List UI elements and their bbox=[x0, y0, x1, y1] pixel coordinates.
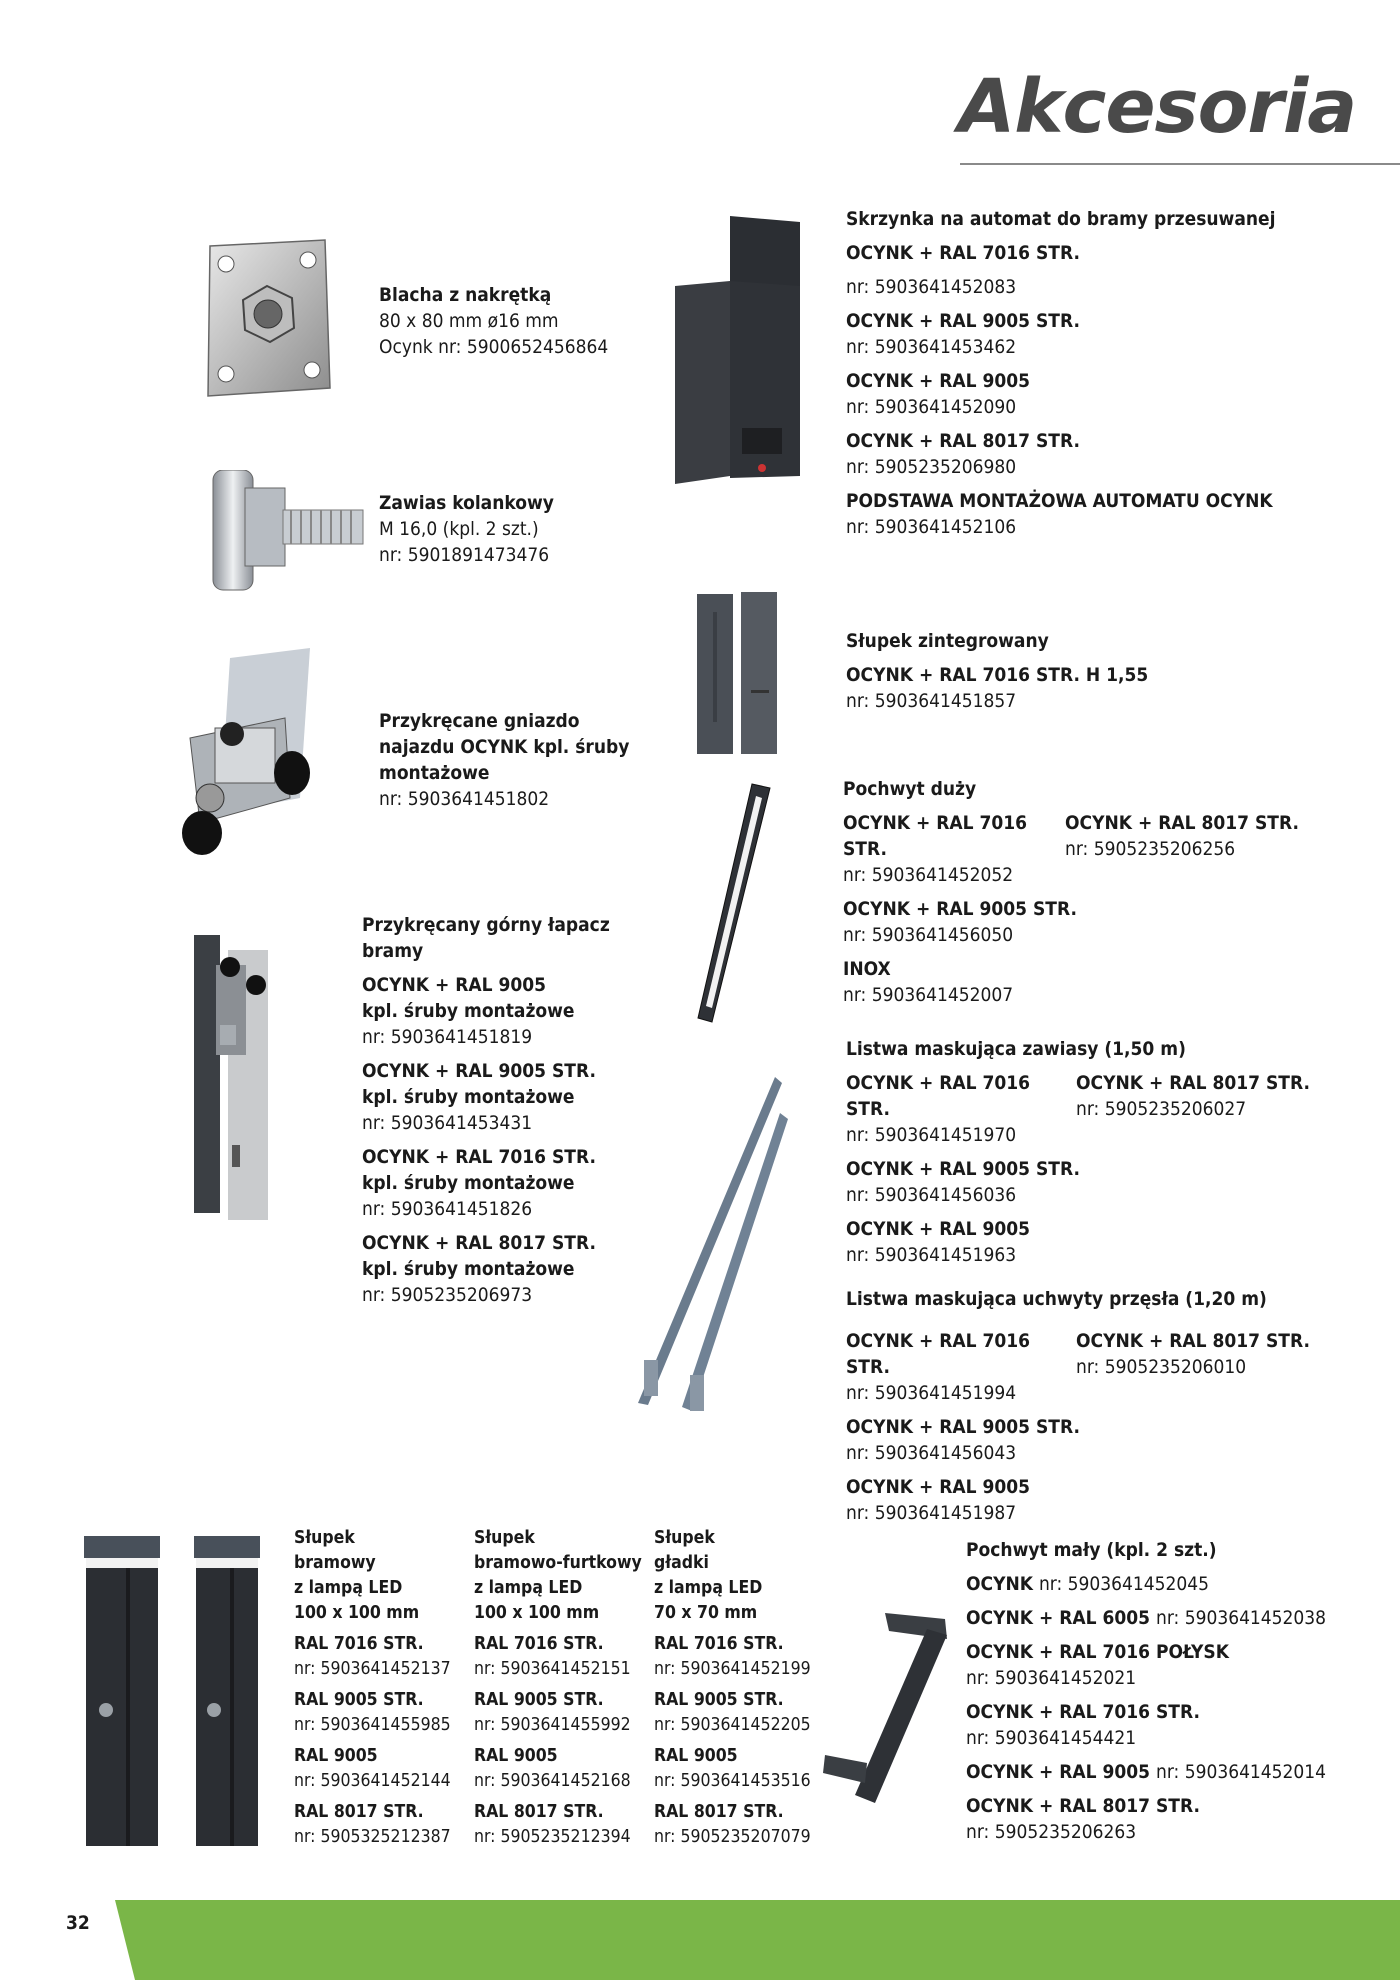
hinge-bolt-image bbox=[205, 470, 365, 592]
product-pochwyt-duzy bbox=[843, 776, 1383, 1008]
product-skrzynka bbox=[846, 206, 1386, 540]
top-gate-catch-image bbox=[190, 935, 280, 1225]
variant-number: nr: 5903641453431 bbox=[362, 1112, 533, 1134]
product-led-post-1 bbox=[294, 1526, 474, 1850]
page-title: Akcesoria bbox=[958, 64, 1357, 150]
variant-name: OCYNK + RAL 7016 POŁYSK bbox=[966, 1641, 1229, 1663]
variant-number: nr: 5903641455985 bbox=[294, 1715, 451, 1735]
integrated-post-image bbox=[695, 592, 787, 754]
variant-number: nr: 5905235206027 bbox=[1076, 1098, 1247, 1120]
product-name: Przykręcane gniazdo najazdu OCYNK kpl. śruby montażowe bbox=[379, 710, 630, 784]
product-number: nr: 5901891473476 bbox=[379, 544, 550, 566]
variant-number: nr: 5905235212394 bbox=[474, 1827, 631, 1847]
variant-name: OCYNK + RAL 7016 STR. bbox=[846, 242, 1080, 264]
variant-number: nr: 5903641452106 bbox=[846, 516, 1017, 538]
variant-name: OCYNK + RAL 9005 STR. bbox=[846, 1158, 1080, 1180]
plate-with-nut-image bbox=[200, 238, 335, 400]
variant-number: nr: 5903641456043 bbox=[846, 1442, 1017, 1464]
product-spec: z lampą LED bbox=[294, 1578, 403, 1598]
variant-name: OCYNK + RAL 7016 STR. bbox=[966, 1701, 1200, 1723]
variant-name: OCYNK + RAL 7016 STR. bbox=[843, 812, 1028, 860]
variant-name: PODSTAWA MONTAŻOWA AUTOMATU OCYNK bbox=[846, 490, 1273, 512]
variant-number: nr: 5905235206980 bbox=[846, 456, 1017, 478]
product-name: Słupek zintegrowany bbox=[846, 630, 1049, 652]
product-number: Ocynk nr: 5900652456864 bbox=[379, 336, 609, 358]
product-zawias bbox=[379, 490, 554, 568]
variant-number: nr: 5903641455992 bbox=[474, 1715, 631, 1735]
product-spec: 80 x 80 mm ø16 mm bbox=[379, 310, 559, 332]
variant-spec: kpl. śruby montażowe bbox=[362, 1000, 575, 1022]
variant-number: nr: 5903641452045 bbox=[1038, 1573, 1210, 1595]
variant-number: nr: 5903641452151 bbox=[474, 1659, 631, 1679]
product-name: Słupek bbox=[654, 1528, 715, 1548]
product-spec: M 16,0 (kpl. 2 szt.) bbox=[379, 518, 539, 540]
variant-spec: kpl. śruby montażowe bbox=[362, 1172, 575, 1194]
variant-name: RAL 8017 STR. bbox=[294, 1802, 424, 1822]
variant-number: nr: 5903641452199 bbox=[654, 1659, 811, 1679]
variant-number: nr: 5905235206256 bbox=[1065, 838, 1236, 860]
product-listwa-zawiasy bbox=[846, 1036, 1386, 1268]
variant-number: nr: 5903641452021 bbox=[966, 1667, 1137, 1689]
product-name: bramowy bbox=[294, 1553, 376, 1573]
large-handle-image bbox=[690, 782, 780, 1024]
product-name: bramowo-furtkowy bbox=[474, 1553, 642, 1573]
product-name: Listwa maskująca uchwyty przęsła (1,20 m) bbox=[846, 1288, 1267, 1310]
variant-name: RAL 8017 STR. bbox=[654, 1802, 784, 1822]
variant-name: OCYNK + RAL 7016 STR. bbox=[362, 1146, 596, 1168]
variant-number: nr: 5903641456036 bbox=[846, 1184, 1017, 1206]
variant-name: RAL 9005 bbox=[294, 1746, 378, 1766]
product-name: Zawias kolankowy bbox=[379, 492, 554, 514]
ground-socket-image bbox=[170, 648, 320, 858]
variant-name: RAL 7016 STR. bbox=[474, 1634, 604, 1654]
product-listwa-uchwyty bbox=[846, 1286, 1386, 1526]
product-name: Skrzynka na automat do bramy przesuwanej bbox=[846, 208, 1276, 230]
variant-name: OCYNK + RAL 7016 STR. bbox=[846, 1072, 1031, 1120]
product-pochwyt-maly bbox=[966, 1537, 1386, 1845]
variant-name: RAL 9005 STR. bbox=[294, 1690, 424, 1710]
variant-name: RAL 9005 bbox=[474, 1746, 558, 1766]
variant-number: nr: 5903641452052 bbox=[843, 864, 1014, 886]
product-spec: 70 x 70 mm bbox=[654, 1603, 758, 1623]
variant-number: nr: 5905235206010 bbox=[1076, 1356, 1247, 1378]
variant-number: nr: 5905235206263 bbox=[966, 1821, 1137, 1843]
product-spec: 100 x 100 mm bbox=[294, 1603, 420, 1623]
variant-name: OCYNK + RAL 7016 STR. H 1,55 bbox=[846, 664, 1149, 686]
variant-number: nr: 5903641451970 bbox=[846, 1124, 1017, 1146]
product-spec: z lampą LED bbox=[654, 1578, 763, 1598]
variant-number: nr: 5903641452090 bbox=[846, 396, 1017, 418]
led-posts-image bbox=[78, 1528, 268, 1846]
variant-name: OCYNK + RAL 9005 bbox=[966, 1761, 1151, 1783]
variant-name: RAL 7016 STR. bbox=[654, 1634, 784, 1654]
variant-number: nr: 5903641451994 bbox=[846, 1382, 1017, 1404]
product-name: gładki bbox=[654, 1553, 709, 1573]
product-spec: 100 x 100 mm bbox=[474, 1603, 600, 1623]
variant-number: nr: 5903641452144 bbox=[294, 1771, 451, 1791]
variant-number: nr: 5905235207079 bbox=[654, 1827, 811, 1847]
variant-number: nr: 5903641452083 bbox=[846, 276, 1017, 298]
variant-number: nr: 5903641451819 bbox=[362, 1026, 533, 1048]
variant-name: OCYNK + RAL 9005 bbox=[846, 1218, 1031, 1240]
product-name: Blacha z nakrętką bbox=[379, 284, 552, 306]
variant-name: RAL 8017 STR. bbox=[474, 1802, 604, 1822]
variant-number: nr: 5903641452205 bbox=[654, 1715, 811, 1735]
variant-spec: kpl. śruby montażowe bbox=[362, 1258, 575, 1280]
variant-number: nr: 5905235206973 bbox=[362, 1284, 533, 1306]
variant-name: OCYNK + RAL 9005 STR. bbox=[843, 898, 1077, 920]
product-led-post-3 bbox=[654, 1526, 834, 1850]
variant-number: nr: 5905325212387 bbox=[294, 1827, 451, 1847]
variant-number: nr: 5903641451963 bbox=[846, 1244, 1017, 1266]
variant-name: INOX bbox=[843, 958, 891, 980]
product-gniazdo bbox=[379, 708, 634, 812]
product-spec: z lampą LED bbox=[474, 1578, 583, 1598]
variant-name: RAL 9005 bbox=[654, 1746, 738, 1766]
product-lapacz bbox=[362, 912, 662, 1308]
title-underline bbox=[960, 163, 1400, 165]
variant-name: OCYNK + RAL 9005 STR. bbox=[846, 310, 1080, 332]
variant-name: OCYNK + RAL 9005 STR. bbox=[362, 1060, 596, 1082]
variant-name: OCYNK + RAL 8017 STR. bbox=[1065, 812, 1299, 834]
product-led-post-2 bbox=[474, 1526, 654, 1850]
footer-green-band bbox=[0, 1900, 1400, 1980]
product-number: nr: 5903641451802 bbox=[379, 788, 550, 810]
variant-name: OCYNK + RAL 9005 bbox=[362, 974, 547, 996]
variant-number: nr: 5903641452137 bbox=[294, 1659, 451, 1679]
variant-name: OCYNK + RAL 8017 STR. bbox=[966, 1795, 1200, 1817]
variant-name: OCYNK + RAL 8017 STR. bbox=[1076, 1330, 1310, 1352]
variant-name: RAL 7016 STR. bbox=[294, 1634, 424, 1654]
small-handle-image bbox=[815, 1605, 950, 1815]
variant-number: nr: 5903641452038 bbox=[1155, 1607, 1327, 1629]
variant-spec: kpl. śruby montażowe bbox=[362, 1086, 575, 1108]
variant-name: OCYNK + RAL 7016 STR. bbox=[846, 1330, 1031, 1378]
variant-name: OCYNK + RAL 9005 bbox=[846, 370, 1031, 392]
page-number: 32 bbox=[66, 1912, 90, 1934]
variant-name: RAL 9005 STR. bbox=[654, 1690, 784, 1710]
variant-number: nr: 5903641451826 bbox=[362, 1198, 533, 1220]
gate-motor-box-image bbox=[670, 216, 805, 488]
product-name: Listwa maskująca zawiasy (1,50 m) bbox=[846, 1038, 1186, 1060]
product-name: Pochwyt duży bbox=[843, 778, 977, 800]
variant-number: nr: 5903641453516 bbox=[654, 1771, 811, 1791]
variant-number: nr: 5903641452168 bbox=[474, 1771, 631, 1791]
variant-name: OCYNK + RAL 6005 bbox=[966, 1607, 1151, 1629]
product-slupek-zintegrowany bbox=[846, 628, 1148, 714]
product-name: Przykręcany górny łapacz bramy bbox=[362, 914, 610, 962]
variant-number: nr: 5903641451987 bbox=[846, 1502, 1017, 1524]
product-name: Słupek bbox=[474, 1528, 535, 1548]
variant-number: nr: 5903641453462 bbox=[846, 336, 1017, 358]
product-name: Pochwyt mały (kpl. 2 szt.) bbox=[966, 1539, 1217, 1561]
variant-name: OCYNK + RAL 8017 STR. bbox=[1076, 1072, 1310, 1094]
variant-name: OCYNK + RAL 8017 STR. bbox=[846, 430, 1080, 452]
variant-name: OCYNK + RAL 8017 STR. bbox=[362, 1232, 596, 1254]
variant-name: OCYNK bbox=[966, 1573, 1034, 1595]
variant-name: OCYNK + RAL 9005 STR. bbox=[846, 1416, 1080, 1438]
variant-number: nr: 5903641456050 bbox=[843, 924, 1014, 946]
variant-number: nr: 5903641452007 bbox=[843, 984, 1014, 1006]
variant-name: OCYNK + RAL 9005 bbox=[846, 1476, 1031, 1498]
variant-number: nr: 5903641454421 bbox=[966, 1727, 1137, 1749]
variant-name: RAL 9005 STR. bbox=[474, 1690, 604, 1710]
variant-number: nr: 5903641451857 bbox=[846, 690, 1017, 712]
variant-number: nr: 5903641452014 bbox=[1155, 1761, 1327, 1783]
product-blacha bbox=[379, 282, 608, 360]
product-name: Słupek bbox=[294, 1528, 355, 1548]
